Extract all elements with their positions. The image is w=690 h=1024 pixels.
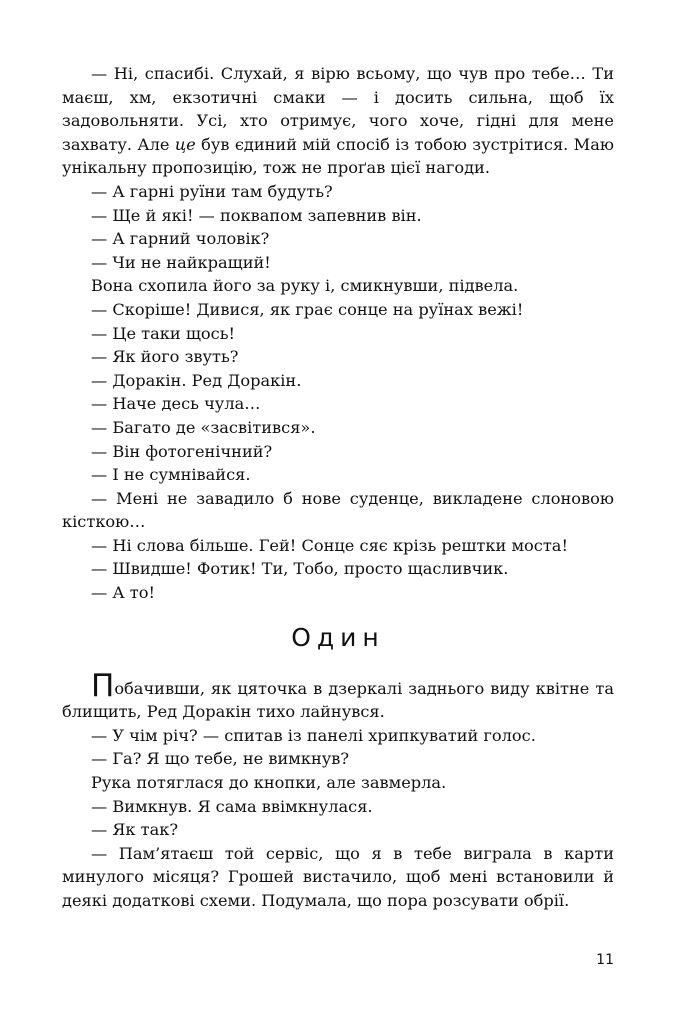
paragraph: — Це таки щось! bbox=[91, 323, 236, 343]
paragraph: — Чи не найкращий! bbox=[91, 252, 271, 272]
paragraph: — Як так? bbox=[91, 820, 179, 840]
paragraph: Вона схопила його за руку і, смикнувши, підвела. bbox=[91, 276, 519, 296]
paragraph: — Доракін. Ред Доракін. bbox=[91, 370, 302, 390]
paragraph: — Швидше! Фотик! Ти, Тобо, просто щасливчик. bbox=[91, 559, 509, 579]
paragraph: — Як його звуть? bbox=[91, 347, 239, 367]
text-block-bottom bbox=[62, 724, 614, 913]
opening-text: обачивши, як цяточка в дзеркалі заднього виду квітне та блищить, Ред Доракін тихо лайнувся. bbox=[62, 678, 614, 722]
paragraph: — Скоріше! Дивися, як грає сонце на руїнах вежі! bbox=[91, 299, 524, 319]
paragraph: — У чім річ? — спитав із панелі хрипкуватий голос. bbox=[91, 725, 536, 745]
paragraph: — І не сумнівайся. bbox=[91, 465, 251, 485]
chapter-opening-paragraph bbox=[62, 667, 614, 724]
paragraph: — А то! bbox=[91, 583, 155, 603]
text-block-top bbox=[62, 62, 614, 605]
paragraph: — Ще й які! — поквапом запевнив він. bbox=[91, 205, 422, 225]
paragraph: — Ні, спасибі. Слухай, я вірю всьому, що чув про тебе… Ти маєш, хм, екзотичні смаки — і досить сильна, щоб їх задовольняти. Усі, хто отримує, чого хоче, гідні для мене захвату. Але це був єдиний мій спосіб із тобою зустрітися. Маю унікальну пропозицію, тож не проґав цієї нагоди. bbox=[62, 64, 614, 178]
paragraph: — Наче десь чула… bbox=[91, 394, 261, 414]
paragraph: — А гарний чоловік? bbox=[91, 229, 270, 249]
drop-cap: П bbox=[91, 667, 115, 704]
paragraph: Рука потяглася до кнопки, але завмерла. bbox=[91, 773, 447, 793]
paragraph: — Вимкнув. Я сама ввімкнулася. bbox=[91, 796, 373, 816]
paragraph: — Га? Я що тебе, не вимкнув? bbox=[91, 749, 350, 769]
chapter-title: Один bbox=[291, 622, 385, 652]
paragraph: — А гарні руїни там будуть? bbox=[91, 181, 333, 201]
paragraph: — Ні слова більше. Гей! Сонце сяє крізь рештки моста! bbox=[91, 535, 568, 555]
paragraph: — Він фотогенічний? bbox=[91, 441, 273, 461]
paragraph: — Пам’ятаєш той сервіс, що я в тебе виграла в карти минулого місяця? Грошей вистачило, щоб мені встановили й деякі додаткові схеми. Подумала, що пора розсувати обрії. bbox=[62, 843, 614, 910]
page-number: 11 bbox=[596, 952, 614, 968]
paragraph: — Мені не завадило б нове суденце, викладене слоновою кісткою… bbox=[62, 488, 614, 532]
paragraph: — Багато де «засвітився». bbox=[91, 417, 316, 437]
page-body bbox=[62, 62, 614, 913]
